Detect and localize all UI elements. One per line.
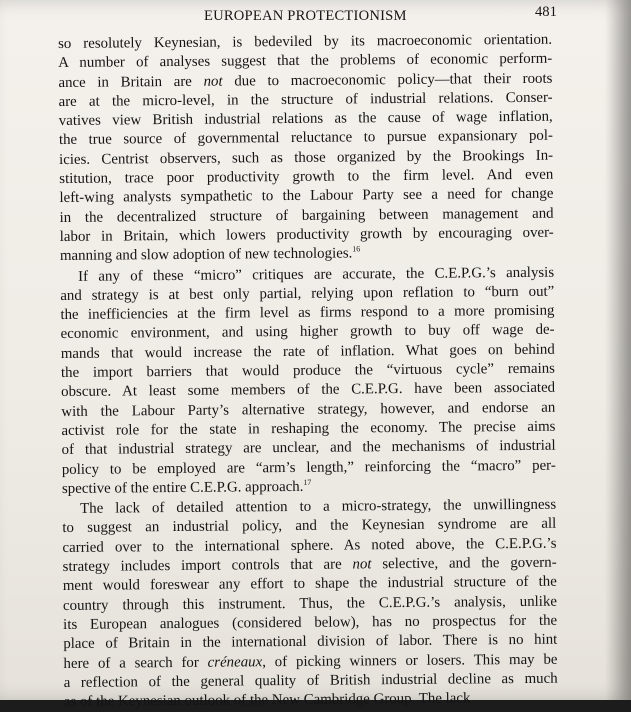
text-line: are at the micro-level, in the structure of industrial relations. Conser- bbox=[58, 89, 553, 110]
paragraph-1 bbox=[58, 31, 554, 268]
text-line: in the decentralized structure of bargaining between management and bbox=[59, 205, 554, 226]
text-line: of that industrial strategy are unclear, and the mechanisms of industrial bbox=[61, 437, 556, 459]
text-line: mands that would increase the rate of inflation. What goes on behind bbox=[60, 341, 555, 362]
page-edge-shadow bbox=[605, 0, 631, 700]
text-line: carried over to the international sphere. As noted above, the C.E.P.G.’s bbox=[62, 535, 557, 556]
emphasis-not: not bbox=[352, 556, 372, 573]
text-line: vatives view British industrial relations as the cause of wage inflation, bbox=[58, 108, 553, 130]
text-line: with the Labour Party’s alternative strategy, however, and endorse an bbox=[61, 399, 556, 420]
text-line: ment would foreswear any effort to shape the industrial structure of the bbox=[62, 573, 557, 595]
text-line: A number of analyses suggest that the problems of economic perform- bbox=[58, 50, 553, 72]
text-line: the import barriers that would produce the “virtuous cycle” remains bbox=[60, 360, 556, 382]
text-line: place of Britain in the international division of labor. There is no hint bbox=[63, 631, 558, 653]
text-line: to suggest an industrial policy, and the Keynesian syndrome are all bbox=[62, 516, 557, 537]
text-line: country through this instrument. Thus, the C.E.P.G.’s analysis, unlike bbox=[62, 593, 558, 614]
page-body bbox=[58, 31, 558, 712]
text-line: so resolutely Keynesian, is bedeviled by its macroeconomic orientation. bbox=[58, 31, 553, 52]
text-line: and strategy is at best only partial, relying upon reflation to “burn out” bbox=[60, 283, 555, 304]
footnote-marker: 17 bbox=[303, 477, 312, 487]
text-line-content: manning and slow adoption of new technologies. bbox=[59, 245, 353, 265]
footnote-marker: 16 bbox=[352, 244, 361, 254]
emphasis-creneaux: créneaux bbox=[207, 653, 263, 671]
paragraph-2 bbox=[60, 263, 556, 500]
text-line: stitution, trace poor productivity growth to the firm level. And even bbox=[59, 166, 554, 188]
text-line: The lack of detailed attention to a micro-strategy, the unwillingness bbox=[80, 496, 557, 517]
text-line: its European analogues (considered below), has no prospectus for the bbox=[63, 612, 558, 633]
text-line: left-wing analysts sympathetic to the Labour Party see a need for change bbox=[59, 186, 554, 207]
text-line: here of a search for créneaux, of picking winners or losers. This may be bbox=[63, 651, 558, 672]
text-line: the inefficiencies at the firm level as firms respond to a more promising bbox=[60, 302, 555, 324]
text-line: the true source of governmental reluctance to pursue expansionary pol- bbox=[58, 128, 553, 149]
text-line: policy to be employed are “arm’s length,” reinforcing the “macro” per- bbox=[61, 457, 556, 478]
text-line: as of the Keynesian outlook of the New Cambridge Group. The lack bbox=[63, 690, 471, 711]
text-line-content: spective of the entire C.E.P.G. approach. bbox=[61, 478, 304, 497]
emphasis-not: not bbox=[203, 73, 223, 90]
running-head: EUROPEAN PROTECTIONISM bbox=[204, 8, 407, 24]
text-line: a reflection of the general quality of British industrial decline as much bbox=[63, 670, 558, 691]
text-line: obscure. At least some members of the C.E.P.G. have been associated bbox=[61, 380, 556, 401]
text-line: activist role for the state in reshaping the economy. The precise aims bbox=[61, 418, 556, 439]
page-number: 481 bbox=[535, 4, 557, 20]
text-line: economic environment, and using higher growth to buy off wage de- bbox=[60, 322, 555, 343]
text-line: strategy includes import controls that are not selective, and the govern- bbox=[62, 554, 557, 575]
text-line: labor in Britain, which lowers productivity growth by encouraging over- bbox=[59, 224, 554, 245]
text-line: ance in Britain are not due to macroeconomic policy—that their roots bbox=[58, 70, 553, 91]
text-line: icies. Centrist observers, such as those organized by the Brookings In- bbox=[59, 147, 554, 168]
text-line: If any of these “micro” critiques are accurate, the C.E.P.G.’s analysis bbox=[78, 264, 555, 285]
paragraph-3 bbox=[62, 496, 558, 712]
